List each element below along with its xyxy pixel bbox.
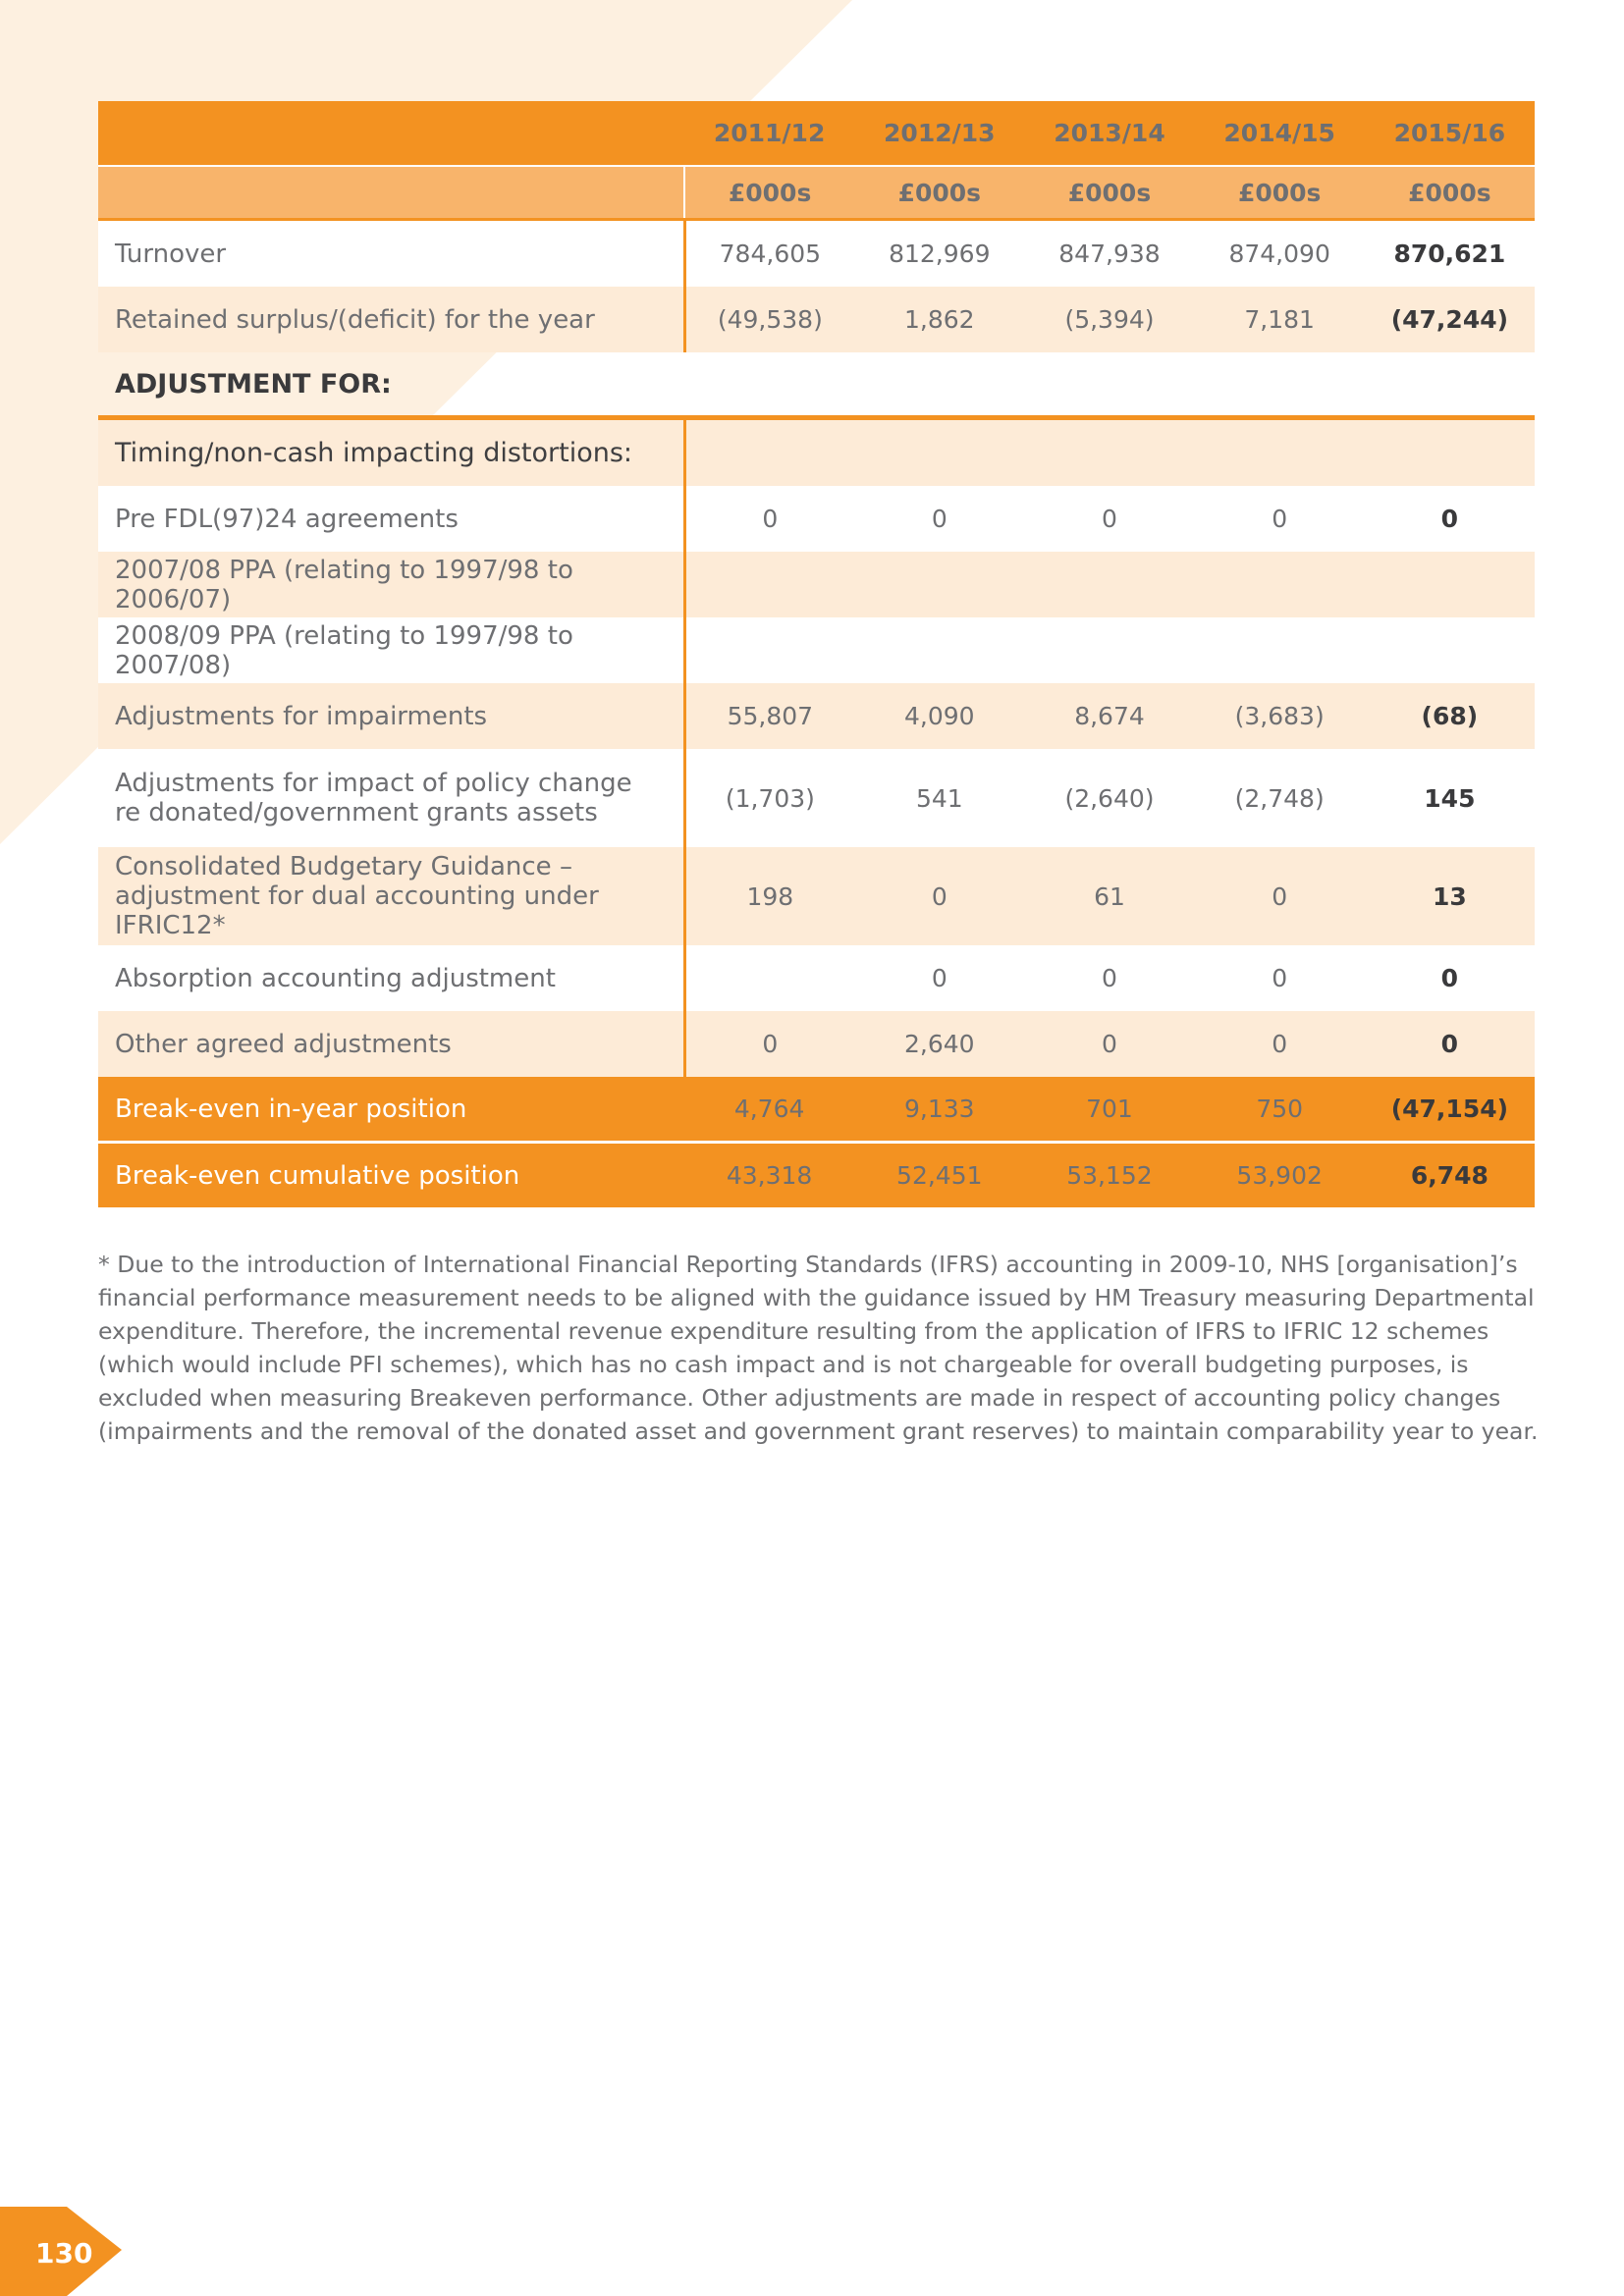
table-cell: 8,674	[1024, 683, 1194, 749]
table-cell: 870,621	[1365, 220, 1535, 288]
table-cell: 7,181	[1195, 287, 1365, 352]
footnote: * Due to the introduction of International Financial Reporting Standards (IFRS) accounting in 2009-10, NHS [organisation]’s financial performance measurement needs to be aligned with the guidance issued by HM Treasury measuring Departmental expenditure. Therefore, the incremental revenue expenditure resulting from the application of IFRS to IFRIC 12 schemes (which would include PFI schemes), which has no cash impact and is not chargeable for overall budgeting purposes, is excluded when measuring Breakeven performance. Other adjustments are made in respect of accounting policy changes (impairments and the removal of the donated asset and government grant reserves) to maintain comparability year to year.	[98, 1250, 1539, 1445]
table-cell: 145	[1365, 749, 1535, 847]
table-cell: 61	[1024, 847, 1194, 945]
table-cell	[1195, 552, 1365, 617]
row-label: Absorption accounting adjustment	[98, 945, 684, 1011]
year-header: 2015/16	[1365, 101, 1535, 166]
table-cell: 55,807	[684, 683, 854, 749]
header-row-units	[98, 166, 1535, 220]
table-cell: 1,862	[854, 287, 1024, 352]
table-cell: 0	[1195, 1011, 1365, 1077]
row-label: Adjustments for impairments	[98, 683, 684, 749]
row-label: Pre FDL(97)24 agreements	[98, 486, 684, 552]
row-label: 2007/08 PPA (relating to 1997/98 to 2006/07)	[98, 552, 684, 617]
table-row	[98, 847, 1535, 945]
table-cell: 0	[854, 486, 1024, 552]
table-row	[98, 1011, 1535, 1077]
row-label	[98, 847, 684, 945]
table-cell: 13	[1365, 847, 1535, 945]
section-heading-row	[98, 352, 1535, 418]
table-cell	[854, 617, 1024, 683]
table-cell: 0	[1024, 945, 1194, 1011]
table-cell: 784,605	[684, 220, 854, 288]
table-row	[98, 945, 1535, 1011]
total-cell: 53,152	[1024, 1143, 1194, 1208]
total-row-cumulative	[98, 1143, 1535, 1208]
header-corner	[98, 101, 684, 166]
year-header: 2011/12	[684, 101, 854, 166]
unit-header: £000s	[1195, 166, 1365, 220]
table-cell: 874,090	[1195, 220, 1365, 288]
table-cell: 198	[684, 847, 854, 945]
table-cell: 0	[854, 847, 1024, 945]
table-cell	[1365, 552, 1535, 617]
total-cell: 52,451	[854, 1143, 1024, 1208]
table-row	[98, 617, 1535, 683]
total-cell: (47,154)	[1365, 1077, 1535, 1143]
table-cell: (68)	[1365, 683, 1535, 749]
table-cell	[1024, 552, 1194, 617]
table-cell	[1195, 617, 1365, 683]
total-label: Break-even cumulative position	[98, 1143, 684, 1208]
table-row-timing-heading	[98, 418, 1535, 487]
row-label: Turnover	[98, 220, 684, 288]
table-cell	[684, 552, 854, 617]
row-label-line: Consolidated Budgetary Guidance –	[115, 852, 572, 881]
row-label-line: re donated/government grants assets	[115, 798, 598, 828]
year-header: 2013/14	[1024, 101, 1194, 166]
table-cell: 0	[1024, 1011, 1194, 1077]
table-cell: (49,538)	[684, 287, 854, 352]
total-cell: 9,133	[854, 1077, 1024, 1143]
table-cell: 0	[854, 945, 1024, 1011]
total-cell: 6,748	[1365, 1143, 1535, 1208]
year-header: 2014/15	[1195, 101, 1365, 166]
table-row	[98, 749, 1535, 847]
row-label: Other agreed adjustments	[98, 1011, 684, 1077]
table-cell: (47,244)	[1365, 287, 1535, 352]
financial-performance-table	[98, 101, 1535, 1207]
row-label-line: Adjustments for impact of policy change	[115, 769, 632, 798]
table-cell: (2,640)	[1024, 749, 1194, 847]
table-cell	[684, 945, 854, 1011]
table-cell: 0	[684, 1011, 854, 1077]
subheading-label: Timing/non-cash impacting distortions:	[98, 418, 684, 487]
unit-header: £000s	[854, 166, 1024, 220]
table-cell: (3,683)	[1195, 683, 1365, 749]
table-cell: 4,090	[854, 683, 1024, 749]
row-label-line: adjustment for dual accounting under IFRIC12*	[115, 881, 599, 940]
total-row-in-year	[98, 1077, 1535, 1143]
row-label	[98, 749, 684, 847]
table-cell: 2,640	[854, 1011, 1024, 1077]
table-row-turnover	[98, 220, 1535, 288]
total-cell: 43,318	[684, 1143, 854, 1208]
table-cell: 0	[1195, 945, 1365, 1011]
table-cell: 0	[1024, 486, 1194, 552]
adjustment-heading: ADJUSTMENT FOR:	[98, 352, 1535, 418]
year-header: 2012/13	[854, 101, 1024, 166]
total-cell: 53,902	[1195, 1143, 1365, 1208]
table-row	[98, 683, 1535, 749]
total-cell: 4,764	[684, 1077, 854, 1143]
table-row-retained-surplus	[98, 287, 1535, 352]
table-cell: 0	[684, 486, 854, 552]
table-cell: (2,748)	[1195, 749, 1365, 847]
table-cell: (5,394)	[1024, 287, 1194, 352]
units-corner	[98, 166, 684, 220]
table-row	[98, 486, 1535, 552]
table-cell: 0	[1195, 847, 1365, 945]
table-cell: 541	[854, 749, 1024, 847]
unit-header: £000s	[1365, 166, 1535, 220]
table-cell: 812,969	[854, 220, 1024, 288]
total-cell: 750	[1195, 1077, 1365, 1143]
table-cell	[1024, 617, 1194, 683]
table-cell: 0	[1195, 486, 1365, 552]
table-cell: 0	[1365, 1011, 1535, 1077]
total-cell: 701	[1024, 1077, 1194, 1143]
header-row-years	[98, 101, 1535, 166]
unit-header: £000s	[684, 166, 854, 220]
total-label: Break-even in-year position	[98, 1077, 684, 1143]
table-cell: (1,703)	[684, 749, 854, 847]
row-label: 2008/09 PPA (relating to 1997/98 to 2007/08)	[98, 617, 684, 683]
table-cell: 0	[1365, 486, 1535, 552]
table-cell	[1365, 617, 1535, 683]
table-cell	[684, 617, 854, 683]
table-row	[98, 552, 1535, 617]
page-number: 130	[35, 2237, 93, 2269]
table-cell	[854, 552, 1024, 617]
table-cell: 0	[1365, 945, 1535, 1011]
unit-header: £000s	[1024, 166, 1194, 220]
row-label: Retained surplus/(deficit) for the year	[98, 287, 684, 352]
table-cell: 847,938	[1024, 220, 1194, 288]
